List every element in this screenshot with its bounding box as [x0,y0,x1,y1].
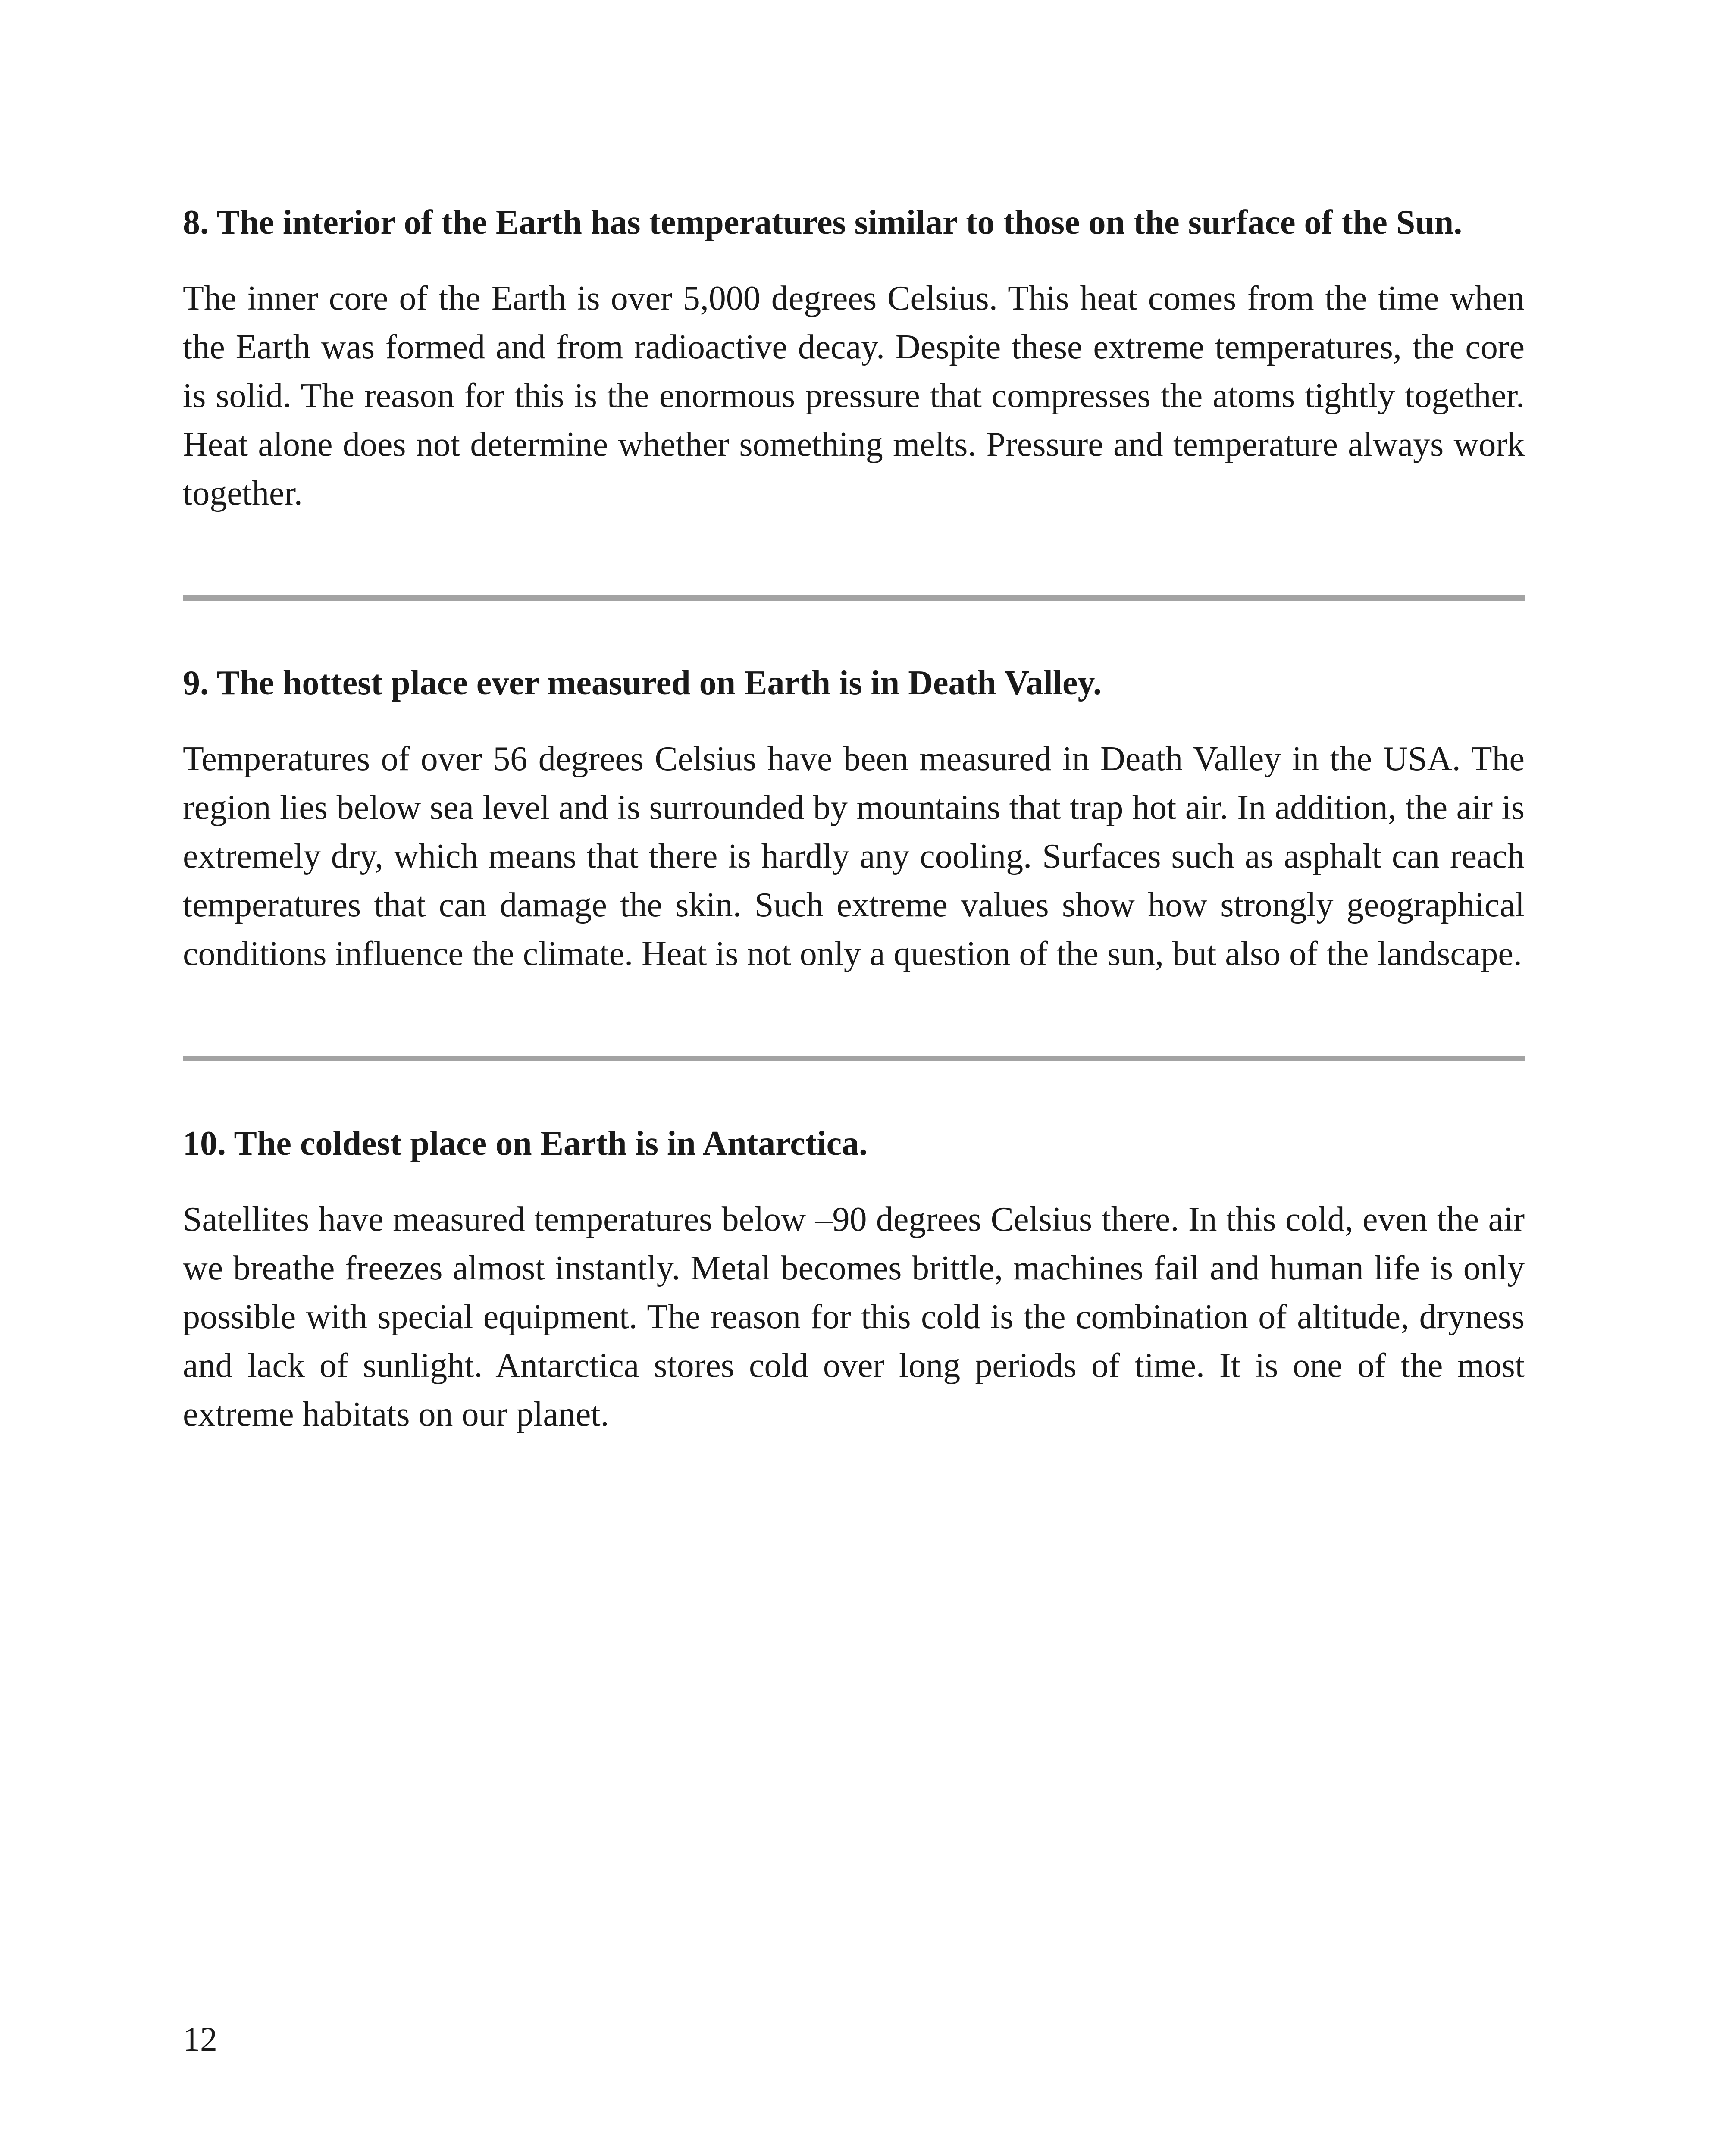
section-divider [183,595,1525,601]
section-body: The inner core of the Earth is over 5,000 degrees Celsius. This heat comes from the time when the Earth was formed and from radioactive decay. Despite these extreme temperatures, the core is solid. The reason for this is the enormous pressure that compresses the atoms tightly together. Heat alone does not determine whether something melts. Pressure and temperature always work together. [183,279,1525,512]
section-heading: 9. The hottest place ever measured on Earth is in Death Valley. [183,664,1102,702]
section-heading: 10. The coldest place on Earth is in Antarctica. [183,1125,868,1163]
section-heading: 8. The interior of the Earth has temperatures similar to those on the surface of the Sun. [183,204,1463,241]
section-divider [183,1056,1525,1061]
section-body: Satellites have measured temperatures below –90 degrees Celsius there. In this cold, even the air we breathe freezes almost instantly. Metal becomes brittle, machines fail and human life is only possible with special equipment. The reason for this cold is the combination of altitude, dryness and lack of sunlight. Antarctica stores cold over long periods of time. It is one of the most extreme habitats on our planet. [183,1200,1525,1433]
section-body: Temperatures of over 56 degrees Celsius have been measured in Death Valley in the USA. The region lies below sea level and is surrounded by mountains that trap hot air. In addition, the air is extremely dry, which means that there is hardly any cooling. Surfaces such as asphalt can reach temperatures that can damage the skin. Such extreme values show how strongly geographical conditions influence the climate. Heat is not only a question of the sun, but also of the landscape. [183,740,1525,973]
page-number: 12 [183,2021,217,2059]
page-content [183,198,1525,1439]
section-10 [183,1119,1525,1439]
section-9 [183,659,1525,978]
section-8 [183,198,1525,518]
